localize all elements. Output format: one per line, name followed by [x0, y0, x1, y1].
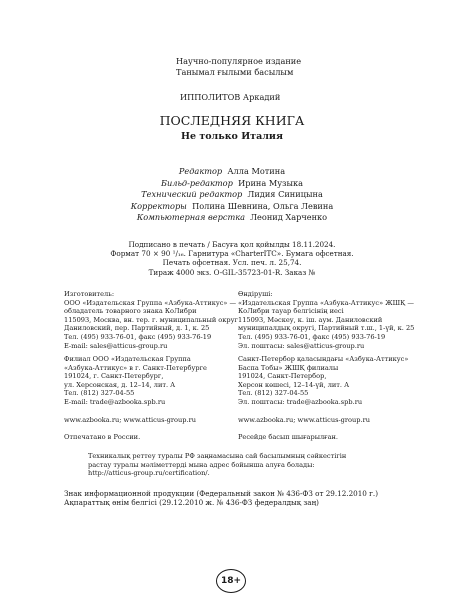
- manufacturer-line: Тел. (495) 933-76-01, факс (495) 933-76-19: [64, 332, 212, 341]
- edition-type-kz: Танымал ғылыми басылым: [176, 67, 294, 77]
- branch-ru: [64, 355, 207, 407]
- manufacturer-line: Тел. (495) 933-76-01, факс (495) 933-76-19: [238, 332, 386, 341]
- manufacturer-line: 115093, Москва, вн. тер. г. муниципальный округ: [64, 315, 238, 324]
- printed-in-ru: Отпечатано в России.: [64, 433, 141, 441]
- regulation-notice: [88, 452, 346, 478]
- info-mark: [64, 489, 378, 507]
- branch-kz: [238, 355, 408, 407]
- book-title: ПОСЛЕДНЯЯ КНИГА: [159, 113, 305, 128]
- branch-line: «Азбука-Аттикус» в г. Санкт-Петербурге: [64, 363, 207, 372]
- regulation-line: растау туралы мәліметтерді мына адрес бойынша алуға болады:: [88, 460, 315, 469]
- manufacturer-email: Эл. поштасы: sales@atticus-group.ru: [238, 341, 365, 350]
- branch-line: Тел. (812) 327-04-55: [238, 389, 309, 398]
- manufacturer-ru: [64, 290, 238, 350]
- branch-line: Баспа Тобы» ЖШҚ филиалы: [238, 363, 339, 372]
- manufacturer-heading-kz: Өндіруші:: [238, 290, 273, 298]
- branch-line: Филиал ООО «Издательская Группа: [64, 355, 191, 363]
- manufacturer-line: КоЛибри тауар белгісінің иесі: [238, 307, 344, 316]
- manufacturer-email: E-mail: sales@atticus-group.ru: [64, 341, 168, 350]
- branch-line: Санкт-Петербор қаласындағы «Азбука-Аттикус»: [238, 355, 409, 363]
- print-info: [0, 240, 464, 277]
- branch-line: ул. Херсонская, д. 12–14, лит. А: [64, 380, 176, 389]
- credit-editor: Редактор Алла Мотина: [178, 166, 286, 176]
- manufacturer-line: Даниловский, пер. Партийный, д. 1, к. 25: [64, 324, 210, 333]
- info-mark-kz: Ақпараттық өнім белгісі (29.12.2010 ж. № 436-ФЗ федералдық заң): [64, 498, 319, 508]
- print-signed: Подписано в печать / Басуға қол қойылды 18.11.2024.: [128, 240, 336, 249]
- websites-ru[interactable]: www.azbooka.ru; www.atticus-group.ru: [64, 416, 196, 424]
- branch-line: 191024, Санкт-Петербор,: [238, 372, 327, 381]
- manufacturer-kz: [238, 290, 414, 350]
- credit-proofreaders: Корректоры Полина Шевнина, Ольга Левина: [130, 200, 334, 211]
- edition-type-ru: Научно-популярное издание: [176, 56, 302, 66]
- book-subtitle: Не только Италия: [181, 131, 283, 142]
- print-press: Печать офсетная. Усл. печ. л. 25,74.: [162, 258, 302, 268]
- regulation-line: Техникалық реттеу туралы РФ заңнамасына сай басылымның сәйкестігін: [88, 452, 347, 460]
- print-format: Формат 70 × 90 ¹/₁₆. Гарнитура «CharterITC». Бумага офсетная.: [110, 249, 354, 259]
- branch-email: E-mail: trade@azbooka.spb.ru: [64, 397, 166, 406]
- author-name: ИППОЛИТОВ Аркадий: [180, 92, 281, 102]
- branch-line: 191024, г. Санкт-Петербург,: [64, 372, 164, 381]
- manufacturer-line: обладатель товарного знака КоЛибри: [64, 307, 197, 316]
- credit-tech-editor: Технический редактор Лидия Синицына: [141, 189, 323, 199]
- manufacturer-heading-ru: Изготовитель:: [64, 290, 115, 298]
- credit-layout: Компьютерная верстка Леонид Харченко: [136, 212, 328, 222]
- print-run: Тираж 4000 экз. O-GIL-35723-01-R. Заказ №: [148, 267, 316, 277]
- manufacturer-line: «Издательская Группа «Азбука-Аттикус» ЖШҚ —: [238, 298, 414, 307]
- credit-photo-editor: Бильд-редактор Ирина Музыка: [160, 177, 304, 188]
- credits-block: [0, 166, 464, 224]
- age-rating-badge: 18+: [216, 569, 246, 593]
- branch-line: Тел. (812) 327-04-55: [64, 389, 135, 398]
- manufacturer-line: 115093, Мәскеу, к. іш. аум. Даниловский: [238, 315, 383, 324]
- websites-kz[interactable]: www.azbooka.ru; www.atticus-group.ru: [238, 416, 370, 424]
- printed-in-kz: Ресейде басып шығарылған.: [238, 433, 339, 441]
- manufacturer-line: ООО «Издательская Группа «Азбука-Аттикус» —: [64, 298, 237, 307]
- info-mark-ru: Знак информационной продукции (Федеральный закон № 436-ФЗ от 29.12.2010 г.): [64, 489, 379, 498]
- manufacturer-line: муниципалдық округі, Партийный т.ш., 1-үй, к. 25: [238, 324, 415, 333]
- certification-link[interactable]: http://atticus-group.ru/certification/.: [88, 469, 210, 478]
- branch-email: Эл. поштасы: trade@azbooka.spb.ru: [238, 397, 363, 406]
- branch-line: Херсон көшесі, 12–14-үй, лит. А: [238, 380, 350, 389]
